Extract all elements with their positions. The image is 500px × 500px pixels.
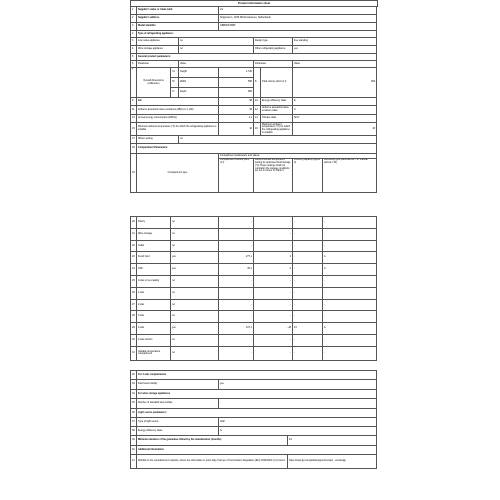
param-value: free standing — [293, 38, 377, 46]
table-row — [131, 38, 377, 46]
compartment-temperature: - — [254, 311, 293, 323]
row-number: 2 — [131, 31, 137, 38]
compartment-type: Chill — [137, 264, 171, 276]
compartment-type: 3-star — [137, 311, 171, 323]
supplier-address-label: Supplier's address — [137, 15, 219, 23]
param-label: Airborne acoustical noise emission class — [261, 106, 293, 115]
param-value: 43 — [293, 123, 377, 136]
light-section-title: Light source parameters: — [137, 409, 377, 418]
table-row — [131, 455, 377, 469]
param-value: no — [179, 38, 254, 46]
compartment-defrost-type: A — [323, 264, 377, 276]
dimensions-label: Overall dimensions (millimetre) — [137, 68, 171, 98]
table-row — [131, 115, 377, 123]
param-value: 98 — [219, 98, 254, 106]
weblink-value[interactable]: https://www.lg.com/global/support/contact - ecodesign — [288, 455, 377, 469]
table-row — [131, 68, 377, 78]
width-value: 595 — [219, 78, 254, 88]
param-label: Climate class — [261, 115, 293, 123]
param-value: yes — [293, 46, 377, 54]
param-label: Maximum ambient temperature (°C) for which the refrigerating appliance is suitable — [261, 123, 293, 136]
compartment-table — [130, 216, 377, 361]
compartment-freezing-capacity: - — [293, 346, 323, 360]
fast-freeze-value: yes — [219, 380, 377, 390]
row-number: 3 — [131, 38, 137, 46]
param-label: Wine storage appliance — [137, 46, 179, 54]
row-number: 9 — [131, 98, 137, 106]
compartment-freezing-capacity: - — [293, 217, 323, 229]
compartment-defrost-type: - — [323, 299, 377, 311]
row-number: 39 — [131, 436, 137, 446]
fast-freeze-label: Fast freeze facility — [137, 380, 219, 390]
wine-bottles-label: Number of standard wine bottles — [137, 399, 219, 409]
compartment-present: yes — [171, 323, 219, 335]
compartment-type: Wine storage — [137, 228, 171, 240]
compartment-defrost-type: - — [323, 275, 377, 287]
param-label: Annual energy consumption (kWh/a) — [137, 115, 219, 123]
compartment-freezing-capacity: - — [293, 299, 323, 311]
row-number: 12 — [254, 106, 261, 115]
compartment-volume: - — [219, 346, 254, 360]
row-number: 7b — [171, 78, 179, 88]
compartment-temperature: - — [254, 299, 293, 311]
light-class-label: Energy efficiency class — [137, 427, 219, 436]
wine-section-title: For wine storage appliances — [137, 390, 377, 399]
compartment-freezing-capacity: - — [293, 228, 323, 240]
compartment-present: yes — [171, 264, 219, 276]
compartment-type: 4-star — [137, 323, 171, 335]
table-row — [131, 46, 377, 54]
column-header: Value — [179, 61, 254, 68]
compartment-row — [131, 252, 377, 264]
compartment-defrost-type: - — [323, 240, 377, 252]
compartment-row — [131, 275, 377, 287]
param-label: Low-noise appliance — [137, 38, 179, 46]
section-row — [131, 446, 377, 455]
compartment-volume: - — [219, 299, 254, 311]
row-number: 36 — [131, 409, 137, 418]
compartment-row — [131, 299, 377, 311]
row-number: 6 — [131, 61, 137, 68]
table-row — [131, 106, 377, 115]
compartment-volume: - — [219, 217, 254, 229]
param-label: Energy efficiency class — [261, 98, 293, 106]
column-header: Compartment Volume (dm3 or l) — [219, 158, 254, 192]
compartment-temperature: - — [254, 240, 293, 252]
section-row — [131, 54, 377, 61]
param-value: 1.1 — [219, 115, 254, 123]
additional-section-title: Additional information: — [137, 446, 377, 455]
type-section-title: Type of refrigerating appliance: — [137, 31, 377, 38]
compartment-defrost-type: - — [323, 217, 377, 229]
row-number: 30 — [131, 334, 137, 346]
compartment-row — [131, 287, 377, 299]
guarantee-label: Minimum duration of the guarantee offered by the manufacturer (months) — [137, 436, 288, 446]
table-row — [131, 380, 377, 390]
compartment-type: 2-star section — [137, 334, 171, 346]
compartment-rows — [131, 217, 377, 361]
section-row — [131, 390, 377, 399]
column-header: Value — [293, 61, 377, 68]
compartment-freezing-capacity: - — [293, 287, 323, 299]
table-row — [131, 436, 377, 446]
compartment-present: yes — [171, 252, 219, 264]
row-number: 28 — [131, 311, 137, 323]
row-number: 8 — [254, 68, 261, 98]
compartment-volume: 26,1 — [219, 264, 254, 276]
compartment-present: no — [171, 228, 219, 240]
compartment-present: no — [171, 240, 219, 252]
compartment-type: Pantry — [137, 217, 171, 229]
param-label: Other refrigerating appliance — [254, 46, 293, 54]
compartment-temperature: 4 — [254, 252, 293, 264]
row-number: 26 — [131, 287, 137, 299]
compartment-temperature: - — [254, 228, 293, 240]
width-label: Width — [179, 78, 219, 88]
compartment-freezing-capacity: - — [293, 252, 323, 264]
compartment-freezing-capacity: - — [293, 240, 323, 252]
row-number: 18 — [131, 144, 137, 154]
compartment-row — [131, 346, 377, 360]
total-volume-value: 384 — [293, 68, 377, 98]
row-number: 32 — [131, 371, 137, 380]
compartment-volume: - — [219, 240, 254, 252]
compartment-row — [131, 323, 377, 335]
wine-bottles-value: - — [219, 399, 377, 409]
section-row — [131, 31, 377, 38]
row-number: 35 — [131, 399, 137, 409]
compartment-freezing-capacity: - — [293, 311, 323, 323]
row-number: 37 — [131, 418, 137, 427]
compartment-type: 1-star — [137, 287, 171, 299]
footer-table — [130, 370, 377, 469]
param-value: 36 — [219, 106, 254, 115]
param-value: C — [293, 106, 377, 115]
compartment-row — [131, 311, 377, 323]
compartment-section-title: Compartment Parameters: — [137, 144, 377, 154]
compartment-row — [131, 228, 377, 240]
compartment-present: no — [171, 299, 219, 311]
column-header: Defrosting type (auto-defrost = A, manual defrost = M) — [323, 158, 377, 192]
compartment-temperature: - — [254, 217, 293, 229]
table-row — [131, 7, 377, 15]
compartment-present: no — [171, 217, 219, 229]
compartment-freezing-capacity: - — [293, 334, 323, 346]
guarantee-value: 24 — [288, 436, 377, 446]
row-number: 34 — [131, 390, 137, 399]
table-row — [131, 399, 377, 409]
compartment-defrost-type: A — [323, 252, 377, 264]
compartment-present: no — [171, 334, 219, 346]
param-value: no — [179, 46, 254, 54]
compartment-temperature: - — [254, 275, 293, 287]
supplier-address-value: Krijgsman 1, 1186 DM Amstelveen, Netherlands — [219, 15, 377, 23]
compartment-row — [131, 240, 377, 252]
table-row — [131, 15, 377, 23]
compartment-row — [131, 334, 377, 346]
row-number: 19 — [131, 154, 137, 193]
compartment-defrost-type: - — [323, 311, 377, 323]
compartment-volume: 277,1 — [219, 252, 254, 264]
compartment-row — [131, 264, 377, 276]
row-number: 7c — [171, 88, 179, 98]
column-group-header: Compartment parameters and values — [219, 154, 377, 159]
row-number: 10 — [254, 98, 261, 106]
row-number: 27 — [131, 299, 137, 311]
product-table — [130, 6, 377, 193]
compartment-type: Variable temperature compartment — [137, 346, 171, 360]
param-value: E — [293, 98, 377, 106]
winter-setting-value: no — [179, 136, 377, 144]
compartment-type: 0-star or ice-making — [137, 275, 171, 287]
row-number: 5 — [131, 54, 137, 61]
four-star-section-title: For 4-star compartments — [137, 371, 377, 380]
row-number: 33 — [131, 380, 137, 390]
table-row — [131, 427, 377, 436]
row-number: 25 — [131, 275, 137, 287]
compartment-volume: - — [219, 287, 254, 299]
compartment-row — [131, 217, 377, 229]
compartment-type: Cellar — [137, 240, 171, 252]
row-number: 13 — [131, 115, 137, 123]
model-identifier-label: Model identifier — [137, 23, 219, 31]
param-value: SN-T — [293, 115, 377, 123]
compartment-temperature: -18 — [254, 323, 293, 335]
row-number: 3 — [131, 23, 137, 31]
compartment-temperature: 2 — [254, 264, 293, 276]
light-type-label: Type of light source — [137, 418, 219, 427]
compartment-type: 2-star — [137, 299, 171, 311]
light-class-value: G — [219, 427, 377, 436]
column-header: Parameter — [254, 61, 293, 68]
total-volume-label: Total volume (dm3 or l) — [261, 68, 293, 98]
supplier-name-value: LG — [219, 7, 377, 15]
row-number: 4 — [131, 46, 137, 54]
compartment-defrost-type: - — [323, 228, 377, 240]
general-section-title: General product parameters: — [137, 54, 377, 61]
param-label: Minimum ambient temperature (°C) for which the refrigerating appliance is suitable — [137, 123, 219, 136]
height-label: Height — [179, 68, 219, 78]
row-number: 31 — [131, 346, 137, 360]
row-number: 17 — [131, 136, 137, 144]
row-number: 21 — [131, 228, 137, 240]
compartment-freezing-capacity: 13 — [293, 323, 323, 335]
param-label: Design type — [254, 38, 293, 46]
table-row — [131, 136, 377, 144]
compartment-volume: - — [219, 311, 254, 323]
section-row — [131, 144, 377, 154]
winter-setting-label: Winter setting — [137, 136, 179, 144]
compartment-type: Fresh food — [137, 252, 171, 264]
table-row — [131, 61, 377, 68]
supplier-name-label: Supplier's name or trade mark — [137, 7, 219, 15]
light-type-value: LED — [219, 418, 377, 427]
compartment-present: no — [171, 287, 219, 299]
section-row — [131, 409, 377, 418]
compartment-freezing-capacity: - — [293, 264, 323, 276]
compartment-defrost-type: A — [323, 323, 377, 335]
table-row — [131, 98, 377, 106]
compartment-volume: - — [219, 334, 254, 346]
compartment-defrost-type: - — [323, 334, 377, 346]
table-row — [131, 418, 377, 427]
compartment-temperature: - — [254, 346, 293, 360]
row-number: 16 — [254, 123, 261, 136]
sheet-title: Product information sheet — [130, 0, 378, 7]
compartment-defrost-type: - — [323, 287, 377, 299]
row-number: 15 — [131, 123, 137, 136]
row-number: 20 — [131, 217, 137, 229]
column-header: Compartment type — [137, 154, 219, 193]
table-row — [131, 23, 377, 31]
row-number: 14 — [254, 115, 261, 123]
row-number: 2 — [131, 15, 137, 23]
compartment-freezing-capacity: - — [293, 275, 323, 287]
row-number: 1 — [131, 7, 137, 15]
compartment-volume: 107,1 — [219, 323, 254, 335]
weblink-label: Weblink to the manufacturer's website, where the information in point 4(a) of Annex of Commission Regulation (EU) 2019/2019 (1) is found — [137, 455, 288, 469]
row-number: 22 — [131, 240, 137, 252]
compartment-temperature: - — [254, 287, 293, 299]
param-label: Airborne acoustical noise emissions (dB(A) re 1 pW) — [137, 106, 219, 115]
param-label: EEI — [137, 98, 219, 106]
compartment-present: no — [171, 346, 219, 360]
column-header: Freezing capacity (kg/24 h) — [293, 158, 323, 192]
depth-value: 682 — [219, 88, 254, 98]
row-number: 24 — [131, 264, 137, 276]
compartment-volume: - — [219, 228, 254, 240]
compartment-temperature: - — [254, 334, 293, 346]
row-number: 23 — [131, 252, 137, 264]
compartment-volume: - — [219, 275, 254, 287]
row-number: 7a — [171, 68, 179, 78]
section-row — [131, 371, 377, 380]
row-number: 29 — [131, 323, 137, 335]
column-header: Parameter — [137, 61, 179, 68]
compartment-present: no — [171, 275, 219, 287]
row-number: 11 — [131, 106, 137, 115]
row-number: 41 — [131, 455, 137, 469]
row-number: 7 — [131, 68, 137, 98]
compartment-defrost-type: - — [323, 346, 377, 360]
row-number: 40 — [131, 446, 137, 455]
column-header: Recommended temperature setting for optimised food storage (°C) These settings shall not contradict the storage conditions set out in Annex IV, Table 3 — [254, 158, 293, 192]
depth-label: Depth — [179, 88, 219, 98]
compartment-present: no — [171, 311, 219, 323]
model-identifier-value: GBB92STABP — [219, 23, 377, 31]
row-number: 38 — [131, 427, 137, 436]
height-value: 1.720 — [219, 68, 254, 78]
table-row — [131, 123, 377, 136]
param-value: 10 — [219, 123, 254, 136]
